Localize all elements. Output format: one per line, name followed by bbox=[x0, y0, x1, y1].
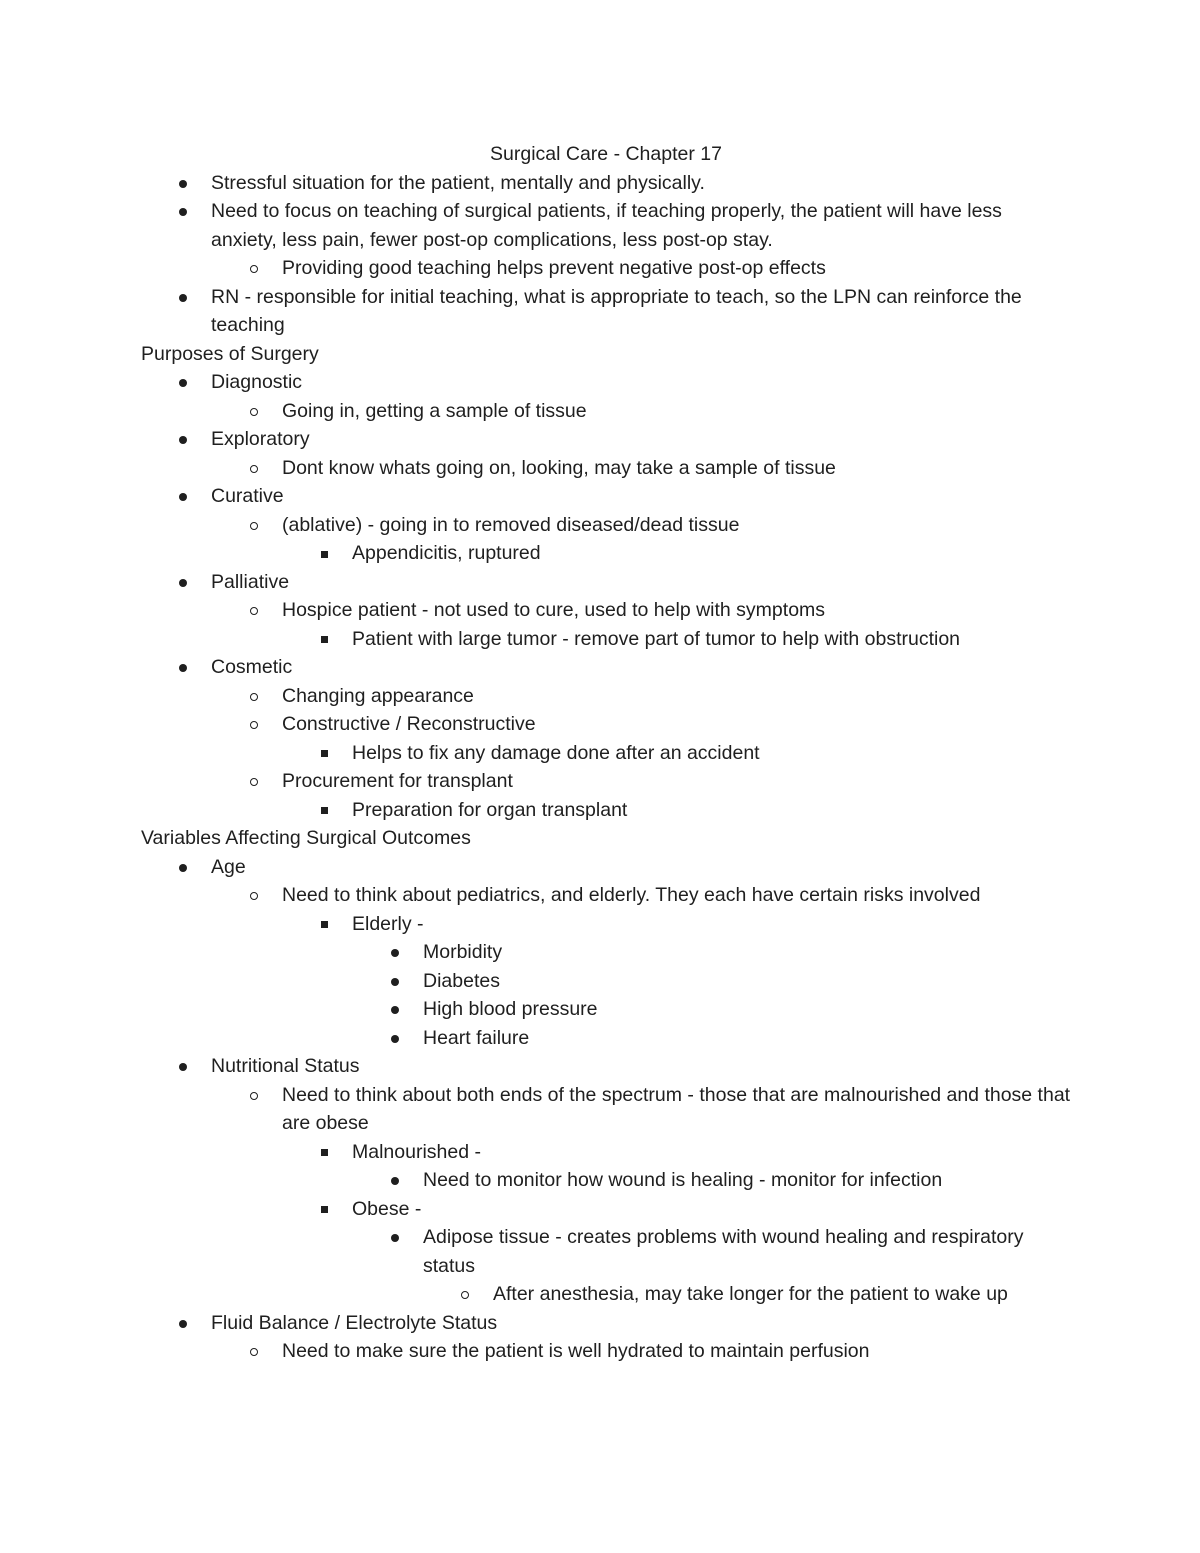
list-item: Elderly - bbox=[141, 910, 1071, 939]
bullet-dot-icon bbox=[385, 1024, 405, 1053]
bullet-circle-icon bbox=[244, 1081, 264, 1110]
bullet-square-icon bbox=[314, 625, 334, 654]
list-item: Diagnostic bbox=[141, 368, 1071, 397]
bullet-circle-icon bbox=[244, 710, 264, 739]
bullet-dot-icon bbox=[173, 653, 193, 682]
bullet-circle-icon bbox=[244, 1337, 264, 1366]
bullet-dot-icon bbox=[173, 425, 193, 454]
bullet-circle-icon bbox=[244, 254, 264, 283]
bullet-dot-icon bbox=[173, 368, 193, 397]
bullet-circle-icon bbox=[244, 881, 264, 910]
list-item: Need to monitor how wound is healing - monitor for infection bbox=[141, 1166, 1071, 1195]
bullet-dot-icon bbox=[385, 1166, 405, 1195]
bullet-square-icon bbox=[314, 796, 334, 825]
list-item: Helps to fix any damage done after an accident bbox=[141, 739, 1071, 768]
list-item: Patient with large tumor - remove part of tumor to help with obstruction bbox=[141, 625, 1071, 654]
list-item: Age bbox=[141, 853, 1071, 882]
bullet-dot-icon bbox=[173, 169, 193, 198]
list-item: (ablative) - going in to removed diseased/dead tissue bbox=[141, 511, 1071, 540]
bullet-dot-icon bbox=[173, 197, 193, 226]
list-item: Need to think about both ends of the spectrum - those that are malnourished and those that are obese bbox=[141, 1081, 1071, 1138]
bullet-square-icon bbox=[314, 910, 334, 939]
bullet-dot-icon bbox=[173, 568, 193, 597]
bullet-circle-icon bbox=[244, 767, 264, 796]
list-item: Exploratory bbox=[141, 425, 1071, 454]
bullet-dot-icon bbox=[173, 1309, 193, 1338]
list-item: Need to focus on teaching of surgical patients, if teaching properly, the patient will have less anxiety, less pain, fewer post-op complications, less post-op stay. bbox=[141, 197, 1071, 254]
bullet-dot-icon bbox=[173, 853, 193, 882]
list-item: Preparation for organ transplant bbox=[141, 796, 1071, 825]
list-item: After anesthesia, may take longer for the patient to wake up bbox=[141, 1280, 1071, 1309]
list-item: Curative bbox=[141, 482, 1071, 511]
list-item: Stressful situation for the patient, mentally and physically. bbox=[141, 169, 1071, 198]
bullet-circle-icon bbox=[244, 682, 264, 711]
list-item: Hospice patient - not used to cure, used to help with symptoms bbox=[141, 596, 1071, 625]
bullet-square-icon bbox=[314, 539, 334, 568]
bullet-dot-icon bbox=[173, 283, 193, 312]
bullet-circle-icon bbox=[244, 511, 264, 540]
list-item: Diabetes bbox=[141, 967, 1071, 996]
document-title: Surgical Care - Chapter 17 bbox=[490, 143, 722, 165]
list-item: Need to make sure the patient is well hydrated to maintain perfusion bbox=[141, 1337, 1071, 1366]
bullet-circle-icon bbox=[455, 1280, 475, 1309]
list-item: Morbidity bbox=[141, 938, 1071, 967]
bullet-dot-icon bbox=[385, 938, 405, 967]
bullet-square-icon bbox=[314, 739, 334, 768]
bullet-dot-icon bbox=[385, 967, 405, 996]
list-item: RN - responsible for initial teaching, what is appropriate to teach, so the LPN can reinforce the teaching bbox=[141, 283, 1071, 340]
list-item: Obese - bbox=[141, 1195, 1071, 1224]
list-item: Cosmetic bbox=[141, 653, 1071, 682]
list-item: Palliative bbox=[141, 568, 1071, 597]
bullet-dot-icon bbox=[385, 1223, 405, 1252]
bullet-square-icon bbox=[314, 1138, 334, 1167]
list-item: High blood pressure bbox=[141, 995, 1071, 1024]
bullet-dot-icon bbox=[385, 995, 405, 1024]
list-item: Changing appearance bbox=[141, 682, 1071, 711]
bullet-circle-icon bbox=[244, 454, 264, 483]
bullet-dot-icon bbox=[173, 1052, 193, 1081]
bullet-circle-icon bbox=[244, 397, 264, 426]
list-item: Appendicitis, ruptured bbox=[141, 539, 1071, 568]
list-item: Malnourished - bbox=[141, 1138, 1071, 1167]
bullet-circle-icon bbox=[244, 596, 264, 625]
bullet-square-icon bbox=[314, 1195, 334, 1224]
list-item: Procurement for transplant bbox=[141, 767, 1071, 796]
list-item: Dont know whats going on, looking, may take a sample of tissue bbox=[141, 454, 1071, 483]
list-item: Providing good teaching helps prevent negative post-op effects bbox=[141, 254, 1071, 283]
bullet-dot-icon bbox=[173, 482, 193, 511]
list-item: Need to think about pediatrics, and elderly. They each have certain risks involved bbox=[141, 881, 1071, 910]
document-page bbox=[141, 140, 1071, 1366]
list-item: Heart failure bbox=[141, 1024, 1071, 1053]
list-item: Nutritional Status bbox=[141, 1052, 1071, 1081]
list-item: Adipose tissue - creates problems with wound healing and respiratory status bbox=[141, 1223, 1071, 1280]
list-item: Fluid Balance / Electrolyte Status bbox=[141, 1309, 1071, 1338]
list-item: Constructive / Reconstructive bbox=[141, 710, 1071, 739]
section-heading-purposes: Purposes of Surgery bbox=[141, 342, 319, 365]
section-heading-variables: Variables Affecting Surgical Outcomes bbox=[141, 827, 471, 849]
list-item: Going in, getting a sample of tissue bbox=[141, 397, 1071, 426]
